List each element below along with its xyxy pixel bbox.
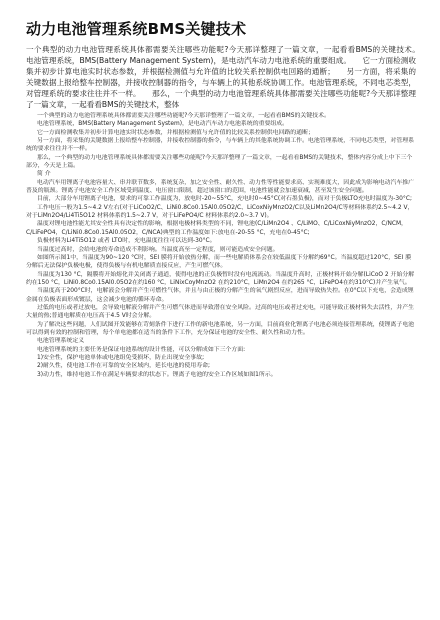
body-paragraph: 温度对锂电池性能尤其安全性具有决定性的影响，根据电极材料类型的不同，锂电池(C/LiMn2O4 、C/LiMO、C/LiCoxNiyMnzO2，C/NCM，C/LiFePO4，C/LiNi0.8Co0.15Al0.05O2，C/NCA)典型的工作温度如下:放电在-20-55 °C，充电在0-45°C; bbox=[26, 221, 407, 236]
intro-paragraph: 一个典型的动力电池管理系统具体都需要关注哪些功能呢?今天那详整理了一篇文章，一起看看BMS的关键技术。 电池管理系统，BMS(Battery Management System)，是电动汽车动力电池系统的重要组成。 它一方面检测收集并初步计算电池实时状态参数，并根据检测值与允许值的比较关系控制供电回路的通断； 另一方面，将采集的关键数据上报给整车控制器，并接收控制器的指令，与车辆上的其他系统协调工作。电池管理系统，不同电芯类型，对管理系统的要求往往并不一样。 那么，一个典型的动力电池管理系统具体都需要关注哪些功能呢?今天那详整理了一篇文章，一起看看BMS的关键技术，整体 bbox=[26, 45, 432, 109]
article-body bbox=[26, 112, 416, 379]
body-paragraph: 那么，一个典型的动力电池管理系统具体都需要关注哪些功能呢?今天那详整理了一篇文章，一起看看BMS的关键技术，整体内容分成上中下三个部分，今天是上篇。 bbox=[26, 154, 413, 170]
body-paragraph: 电池管理系统的主要任务是保证电池系统的设计性能，可以分解成如下三个方面: bbox=[37, 346, 246, 353]
list-item: 3)动力性，维持电池工作在满足车辆要求的状态下。锂离子电池的安全工作区域如图1所示。 bbox=[37, 371, 277, 378]
body-paragraph: 当温度过高时，会给电池的寿命造成不利影响。当温度高至一定程度，则可能造成安全问题。 bbox=[37, 246, 279, 253]
list-item: 2)耐久性，使电池工作在可靠的安全区域内，延长电池的使用寿命; bbox=[37, 363, 210, 370]
body-paragraph: 过低的电压或者过放电，会导致电解液分解并产生可燃气体进而导致潜在安全风险。过高的电压或者过充电，可能导致正极材料失去活性，并产生大量的热;普通电解质在电压高于4.5 V时会分解。 bbox=[26, 304, 414, 320]
intro-summary bbox=[26, 44, 432, 110]
body-paragraph: 当温度为130 °C，隔膜将开始熔化并关闭离子通道，使得电池的正负极暂时没有电流流动。当温度升高时，正极材料开始分解(LiCoO 2 开始分解约在150 °C，LiNi0.8Co0.15Al0.05O2在约160 °C，LiNixCoyMnzO2 在约210°C，LiMn2O4 在约265 °C，LiFePO4在约310°C)并产生氧气。 bbox=[26, 271, 415, 286]
body-paragraph: 负极材料为Li4Ti5O12 或者 LTO时，充电温度往往可以达到-30°C。 bbox=[37, 238, 216, 245]
section-heading: 电池管理系统定义 bbox=[37, 338, 85, 345]
body-paragraph: 当温度高于200°C时，电解液会分解并产生可燃性气体，并且与由正极的分解产生的氧气剧烈反应，进而导致热失控。在0°C以下充电，会造成锂金属在负极表面形成镀层，这会减少电池的循环寿命。 bbox=[26, 288, 414, 303]
body-paragraph: 另一方面，将采集的关键数据上报给整车控制器，并接收控制器的指令，与车辆上的其他系统协调工作。电池管理系统，不同电芯类型，对管理系统的要求往往并不一样。 bbox=[26, 138, 414, 153]
body-paragraph: 目前，大部分车用锂离子电池，要求的可靠工作温度为，放电时-20~55°C，充电时0~45°C(对石墨负极)，而对于负极LTO充电时温度为-30°C; bbox=[37, 196, 412, 203]
body-paragraph: 工作电压一般为1.5~4.2 V左右(对于LiCoO2/C、LiNi0.8Co0.15Al0.05O2/C、LiCoxNiyMnzO2/C以及LiMn2O4/C等材料体系约2.5~4.2 V，对于LiMn2O4/Li4Ti5O12 材料体系约1.5~2.7 V，对于LiFePO4/C 材料体系约2.0~3.7 V)。 bbox=[26, 204, 414, 220]
body-paragraph: 电动汽车用锂离子电池容量大、串并联节数多，系统复杂，加之安全性、耐久性、动力性等性能要求高、实现难度大，因此成为影响电动汽车推广普及的瓶颈。锂离子电池安全工作区域受到温度、电压窗口限制，超过该窗口的范围，电池性能就会加速衰减，甚至发生安全问题。 bbox=[26, 179, 414, 195]
body-paragraph: 它一方面检测收集并初步计算电池实时状态参数，并根据检测值与允许值的比较关系控制供电回路的通断； bbox=[37, 129, 314, 136]
page-title: 动力电池管理系统BMS关键技术 bbox=[26, 20, 247, 38]
body-paragraph: 如图所示图1中，当温度为90~120 °C时，SEI 膜将开始放热分解，而一些电解质体系会在较低温度下分解约69°C。当温度超过120°C，SEI 膜分解后无法保护负极电极，使得负极与有机电解质直接反应，产生可燃气体。 bbox=[26, 254, 412, 270]
section-heading: 简 介 bbox=[37, 171, 51, 178]
body-paragraph: 电池管理系统，BMS(Battery Management System)，是电动汽车动力电池系统的重要组成。 bbox=[37, 121, 289, 128]
list-item: 1)安全性，保护电池单体或电池组免受损坏，防止出现安全事故; bbox=[37, 354, 205, 361]
body-paragraph: 为了解决这些问题，人们试图开发能够在苛刻条件下进行工作的新电池系统，另一方面，目前商业化锂离子电池必须连接管理系统，使锂离子电池可以得到有效的控制和管理，每个单电池都在适当的条件下工作，充分保证电池的安全性、耐久性和动力性。 bbox=[26, 321, 414, 336]
body-paragraph: 一个典型的动力电池管理系统具体都需要关注哪些功能呢?今天那详整理了一篇文章，一起看看BMS的关键技术。 bbox=[37, 113, 330, 119]
